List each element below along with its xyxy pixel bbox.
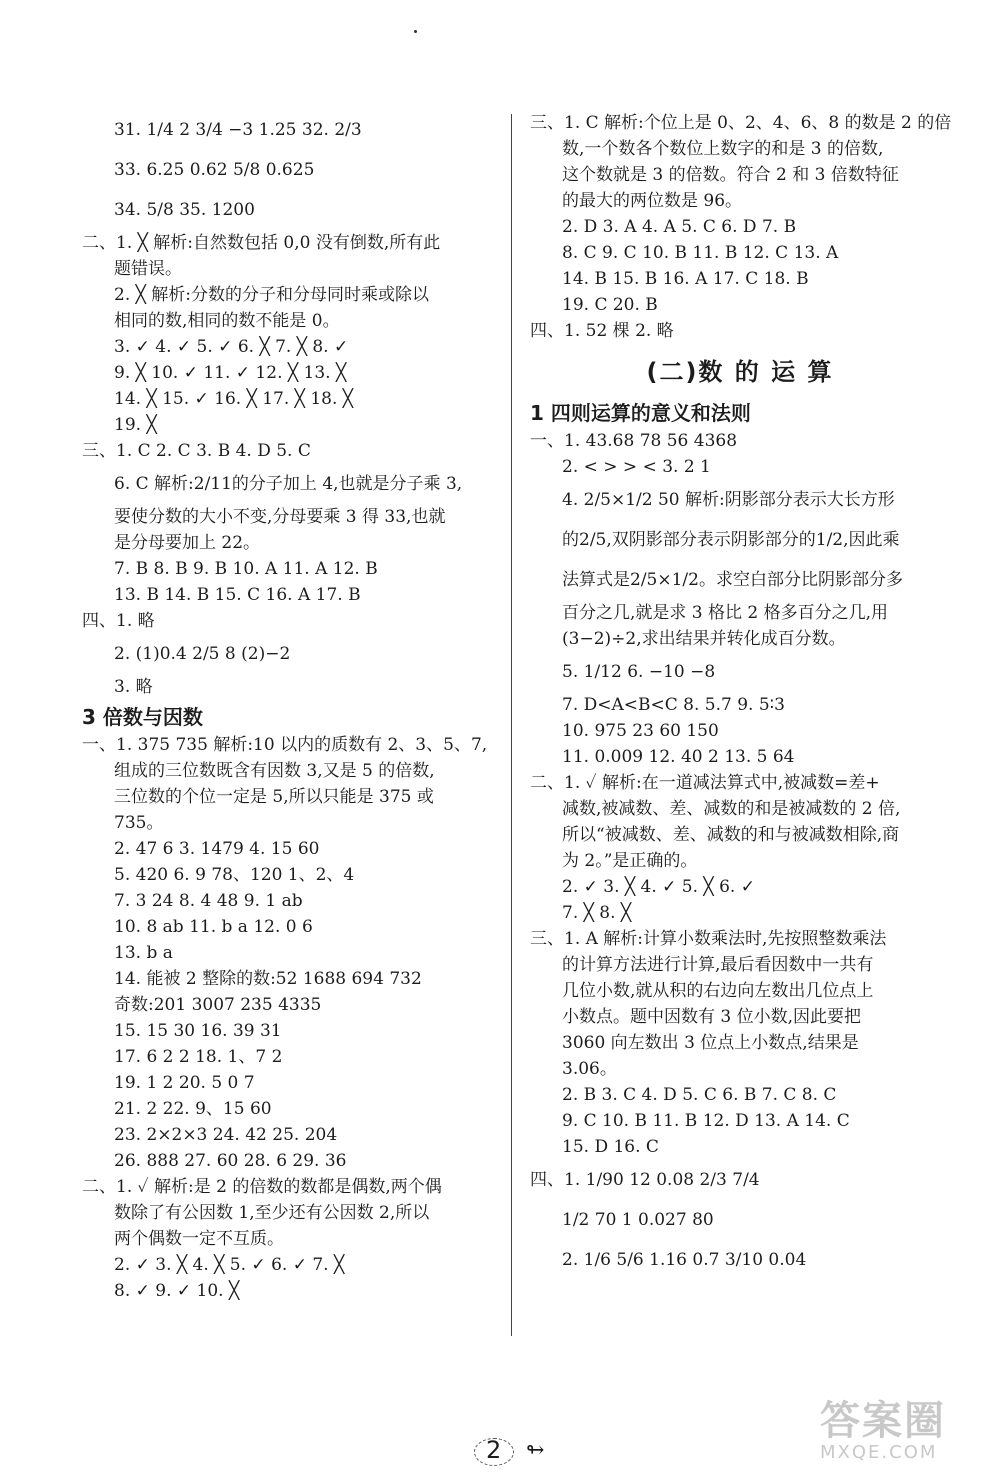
- answer-line: 三、1. A 解析:计算小数乘法时,先按照整数乘法: [530, 929, 887, 949]
- answer-line: 34. 5/8 35. 1200: [114, 200, 255, 220]
- answer-line: 31. 1/4 2 3/4 −3 1.25 32. 2/3: [114, 120, 362, 140]
- answer-line: 8. C 9. C 10. B 11. B 12. C 13. A: [562, 243, 839, 263]
- answer-line: 的2/5,双阴影部分表示阴影部分的1/2,因此乘: [562, 530, 900, 550]
- answer-line: 所以“被减数、差、减数的和与被减数相除,商: [562, 825, 900, 845]
- answer-line: 13. b a: [114, 943, 173, 963]
- answer-line: 6. C 解析:2/11的分子加上 4,也就是分子乘 3,: [114, 474, 463, 494]
- answer-line: 3.06。: [562, 1059, 617, 1079]
- answer-line: 4. 2/5×1/2 50 解析:阴影部分表示大长方形: [562, 490, 895, 510]
- answer-line: 19. C 20. B: [562, 295, 658, 315]
- answer-line: 3060 向左数出 3 位点上小数点,结果是: [562, 1033, 859, 1053]
- page-number: 2: [486, 1436, 502, 1464]
- answer-line: 2. B 3. C 4. D 5. C 6. B 7. C 8. C: [562, 1085, 837, 1105]
- answer-line: 735。: [114, 813, 164, 833]
- answer-line: 2. ✓ 3. ╳ 4. ✓ 5. ╳ 6. ✓: [562, 877, 755, 897]
- part-title: (二)数 的 运 算: [646, 358, 834, 386]
- answer-line: 10. 8 ab 11. b a 12. 0 6: [114, 917, 313, 937]
- answer-line: 这个数就是 3 的倍数。符合 2 和 3 倍数特征: [562, 165, 899, 185]
- answer-line: 9. ╳ 10. ✓ 11. ✓ 12. ╳ 13. ╳: [114, 363, 347, 383]
- answer-line: 10. 975 23 60 150: [562, 721, 719, 741]
- answer-line: 二、1. ✓ 解析:是 2 的倍数的数都是偶数,两个偶: [82, 1177, 442, 1197]
- answer-line: 7. ╳ 8. ╳: [562, 903, 632, 923]
- answer-line: 9. C 10. B 11. B 12. D 13. A 14. C: [562, 1111, 850, 1131]
- answer-line: 13. B 14. B 15. C 16. A 17. B: [114, 585, 361, 605]
- page-number-badge: [468, 1438, 568, 1468]
- answer-line: 二、1. ✓ 解析:在一道减法算式中,被减数=差+: [530, 773, 880, 793]
- answer-line: 2. 1/6 5/6 1.16 0.7 3/10 0.04: [562, 1250, 807, 1270]
- answer-line: 14. 能被 2 整除的数:52 1688 694 732: [114, 969, 422, 989]
- answer-line: 一、1. 375 735 解析:10 以内的质数有 2、3、5、7,: [82, 735, 488, 755]
- answer-line: 百分之几,就是求 3 格比 2 格多百分之几,用: [562, 603, 889, 623]
- answer-line: 一、1. 43.68 78 56 4368: [530, 431, 738, 451]
- answer-line: 三位数的个位一定是 5,所以只能是 375 或: [114, 787, 434, 807]
- answer-line: 21. 2 22. 9、15 60: [114, 1099, 272, 1119]
- answer-line: 2. < > > < 3. 2 1: [562, 457, 711, 477]
- left-column: [82, 110, 502, 1304]
- answer-line: 的计算方法进行计算,最后看因数中一共有: [562, 955, 874, 975]
- answer-line: 14. ╳ 15. ✓ 16. ╳ 17. ╳ 18. ╳: [114, 389, 353, 409]
- answer-line: 数除了有公因数 1,至少还有公因数 2,所以: [114, 1203, 430, 1223]
- answer-line: 2. (1)0.4 2/5 8 (2)−2: [114, 644, 291, 664]
- watermark-url: MXQE.COM: [820, 1442, 938, 1463]
- answer-line: 四、1. 1/90 12 0.08 2/3 7/4: [530, 1170, 760, 1190]
- answer-line: 15. 15 30 16. 39 31: [114, 1021, 282, 1041]
- answer-line: 1/2 70 1 0.027 80: [562, 1210, 714, 1230]
- answer-line: 19. ╳: [114, 415, 157, 435]
- answer-line: 5. 1/12 6. −10 −8: [562, 662, 716, 682]
- answer-line: (3−2)÷2,求出结果并转化成百分数。: [562, 629, 846, 649]
- top-dot: [414, 30, 417, 33]
- answer-line: 四、1. 略: [82, 611, 155, 631]
- answer-line: 法算式是2/5×1/2。求空白部分比阴影部分多: [562, 570, 903, 590]
- right-column: [530, 110, 950, 1280]
- arrow-icon: ↬: [526, 1438, 545, 1463]
- answer-line: 5. 420 6. 9 78、120 1、2、4: [114, 865, 355, 885]
- answer-line: 组成的三位数既含有因数 3,又是 5 的倍数,: [114, 761, 435, 781]
- answer-line: 的最大的两位数是 96。: [562, 191, 743, 211]
- answer-line: 三、1. C 解析:个位上是 0、2、4、6、8 的数是 2 的倍: [530, 113, 952, 133]
- answer-line: 相同的数,相同的数不能是 0。: [114, 311, 340, 331]
- answer-line: 33. 6.25 0.62 5/8 0.625: [114, 160, 315, 180]
- answer-line: 26. 888 27. 60 28. 6 29. 36: [114, 1151, 347, 1171]
- watermark-title: 答案圈: [820, 1398, 946, 1444]
- answer-line: 几位小数,就从积的右边向左数出几位点上: [562, 981, 874, 1001]
- answer-line: 减数,被减数、差、减数的和是被减数的 2 倍,: [562, 799, 901, 819]
- answer-line: 8. ✓ 9. ✓ 10. ╳: [114, 1281, 240, 1301]
- answer-line: 数,一个数各个数位上数字的和是 3 的倍数,: [562, 139, 884, 159]
- answer-line: 19. 1 2 20. 5 0 7: [114, 1073, 255, 1093]
- answer-line: 2. 47 6 3. 1479 4. 15 60: [114, 839, 320, 859]
- section-title: 1 四则运算的意义和法则: [530, 401, 751, 425]
- answer-line: 两个偶数一定不互质。: [114, 1229, 284, 1249]
- answer-line: 7. B 8. B 9. B 10. A 11. A 12. B: [114, 559, 378, 579]
- answer-line: 3. ✓ 4. ✓ 5. ✓ 6. ╳ 7. ╳ 8. ✓: [114, 337, 349, 357]
- answer-line: 2. ✓ 3. ╳ 4. ╳ 5. ✓ 6. ✓ 7. ╳: [114, 1255, 345, 1275]
- answer-line: 题错误。: [114, 259, 182, 279]
- answer-line: 23. 2×2×3 24. 42 25. 204: [114, 1125, 338, 1145]
- answer-line: 要使分数的大小不变,分母要乘 3 得 33,也就: [114, 507, 446, 527]
- answer-line: 四、1. 52 棵 2. 略: [530, 321, 674, 341]
- answer-line: 小数点。题中因数有 3 位小数,因此要把: [562, 1007, 862, 1027]
- column-divider: [511, 114, 512, 1336]
- answer-line: 7. 3 24 8. 4 48 9. 1 ab: [114, 891, 303, 911]
- answer-line: 14. B 15. B 16. A 17. C 18. B: [562, 269, 809, 289]
- answer-line: 17. 6 2 2 18. 1、7 2: [114, 1047, 283, 1067]
- watermark-logo: [820, 1400, 990, 1470]
- answer-line: 三、1. C 2. C 3. B 4. D 5. C: [82, 441, 311, 461]
- answer-line: 15. D 16. C: [562, 1137, 659, 1157]
- answer-line: 2. ╳ 解析:分数的分子和分母同时乘或除以: [114, 285, 429, 305]
- answer-line: 是分母要加上 22。: [114, 533, 261, 553]
- answer-line: 奇数:201 3007 235 4335: [114, 995, 322, 1015]
- answer-line: 7. D<A<B<C 8. 5.7 9. 5∶3: [562, 695, 785, 715]
- answer-line: 二、1. ╳ 解析:自然数包括 0,0 没有倒数,所有此: [82, 233, 441, 253]
- answer-line: 3. 略: [114, 677, 153, 697]
- answer-line: 为 2。”是正确的。: [562, 851, 698, 871]
- answer-line: 2. D 3. A 4. A 5. C 6. D 7. B: [562, 217, 797, 237]
- answer-line: 11. 0.009 12. 40 2 13. 5 64: [562, 747, 795, 767]
- section-title: 3 倍数与因数: [82, 705, 203, 729]
